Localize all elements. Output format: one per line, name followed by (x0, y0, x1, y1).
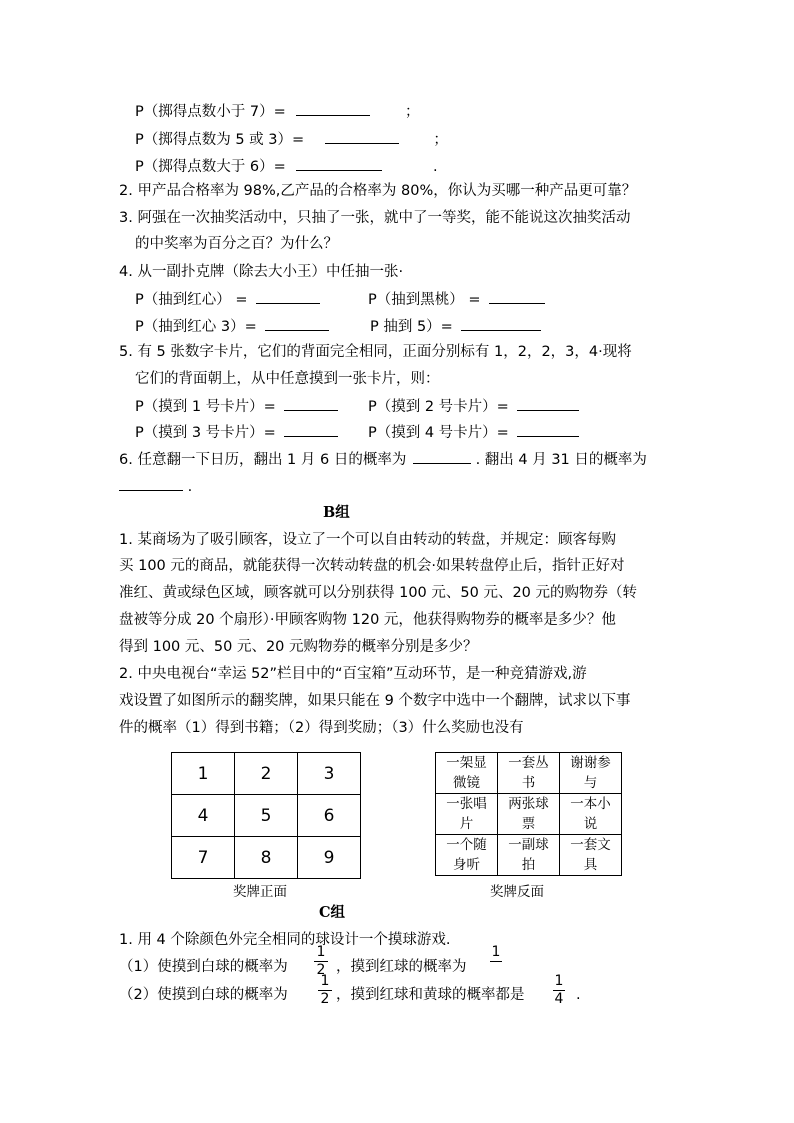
answer-blank[interactable] (489, 289, 545, 304)
a-q6-line2 (119, 476, 192, 497)
answer-blank[interactable] (517, 396, 579, 411)
c-group-heading: C组 (319, 904, 346, 921)
answer-blank[interactable] (284, 422, 338, 437)
answer-blank[interactable] (461, 316, 541, 331)
frac-numerator: 1 (554, 973, 564, 989)
answer-blank[interactable] (119, 476, 183, 491)
a-q1-label-3: P（掷得点数大于 6）= (135, 159, 286, 175)
a-q1-end-3: . (432, 159, 438, 175)
back-cell (560, 753, 622, 794)
back-cell-line: 拍 (521, 857, 536, 873)
c-s2-end: . (576, 987, 581, 1003)
front-cell[interactable]: 9 (298, 837, 361, 879)
frac-denominator: 2 (316, 962, 326, 978)
back-cell-line: 一套文 (570, 837, 611, 853)
c-s2-fraction (318, 973, 332, 1008)
a-q4-p4: P 抽到 5）= (370, 319, 453, 335)
back-row (436, 835, 622, 876)
front-row (172, 837, 361, 879)
a-q5-p2: P（摸到 2 号卡片）= (368, 399, 509, 415)
front-cell[interactable]: 4 (172, 795, 235, 837)
b-q1-line1: 1. 某商场为了吸引顾客，设立了一个可以自由转动的转盘，并规定：顾客每购 (119, 532, 616, 548)
answer-blank[interactable] (325, 129, 399, 144)
a-q5-p3: P（摸到 3 号卡片）= (135, 425, 276, 441)
a-q4-row2b (370, 316, 541, 337)
back-cell-line: 一架显 (446, 755, 487, 771)
a-q6-end: . (187, 479, 193, 495)
a-q1-label-2: P（掷得点数为 5 或 3）= (135, 132, 305, 148)
back-cell-line: 身听 (453, 857, 480, 873)
back-caption: 奖牌反面 (490, 884, 544, 900)
answer-blank[interactable] (256, 289, 320, 304)
back-cell (436, 835, 498, 876)
a-q4-row1b (368, 289, 545, 310)
answer-blank[interactable] (413, 449, 471, 464)
frac-numerator: 1 (316, 944, 326, 960)
b-q1-line3: 准红、黄或绿色区域，顾客就可以分别获得 100 元、50 元、20 元的购物券（转 (119, 585, 638, 601)
back-cell (498, 794, 560, 835)
a-q5-row2b (368, 422, 579, 443)
a-q6-part2: . 翻出 4 月 31 日的概率为 (475, 452, 647, 468)
front-caption: 奖牌正面 (233, 884, 287, 900)
a-q4-row2 (135, 316, 329, 337)
front-row (172, 795, 361, 837)
c-s1-prefix: （1）使摸到白球的概率为 (119, 959, 288, 975)
b-q1-line5: 得到 100 元、50 元、20 元购物券的概率分别是多少？ (119, 639, 478, 655)
front-cell[interactable]: 6 (298, 795, 361, 837)
b-q2-line1: 2. 中央电视台“幸运 52”栏目中的“百宝箱”互动环节，是一种竞猜游戏,游 (119, 666, 587, 682)
frac-bar (490, 961, 502, 962)
a-q1-line1 (135, 101, 419, 122)
back-cell-line: 微镜 (453, 775, 480, 791)
back-cell-line: 一套丛 (508, 755, 549, 771)
a-q3-line1: 3. 阿强在一次抽奖活动中，只抽了一张，就中了一等奖，能不能说这次抽奖活动 (119, 210, 631, 226)
back-cell (498, 835, 560, 876)
a-q2: 2. 甲产品合格率为 98%,乙产品的合格率为 80%，你认为买哪一种产品更可靠？ (119, 183, 637, 199)
back-cell (436, 794, 498, 835)
back-cell-line: 具 (583, 857, 598, 873)
back-cell-line: 一张唱 (446, 796, 487, 812)
a-q5-p4: P（摸到 4 号卡片）= (368, 425, 509, 441)
back-cell-line: 说 (583, 816, 598, 832)
front-cell[interactable]: 3 (298, 753, 361, 795)
back-row (436, 753, 622, 794)
prize-card-front (171, 752, 361, 879)
answer-blank[interactable] (284, 396, 338, 411)
c-s2-fraction2 (553, 973, 565, 1008)
a-q5-row1 (135, 396, 338, 417)
c-s1-fraction2 (490, 944, 502, 962)
front-cell[interactable]: 5 (235, 795, 298, 837)
prize-card-back (435, 752, 622, 876)
a-q1-line2 (135, 129, 448, 150)
back-row (436, 794, 622, 835)
b-q2-line3: 件的概率（1）得到书籍；（2）得到奖励；（3）什么奖励也没有 (119, 720, 524, 736)
frac-denominator: 4 (554, 991, 564, 1007)
a-q1-line3 (135, 156, 438, 177)
back-cell-line: 片 (459, 816, 474, 832)
a-q4-p2: P（抽到黑桃） = (368, 292, 481, 308)
back-cell (560, 835, 622, 876)
back-cell-line: 一个随 (446, 837, 487, 853)
b-q1-line2: 买 100 元的商品，就能获得一次转动转盘的机会·如果转盘停止后，指针正好对 (119, 558, 625, 574)
c-s1-middle: ，摸到红球的概率为 (336, 959, 467, 975)
a-q6-line1 (119, 449, 647, 470)
answer-blank[interactable] (296, 156, 382, 171)
a-q1-label-1: P（掷得点数小于 7）= (135, 104, 286, 120)
c-s2-prefix: （2）使摸到白球的概率为 (119, 987, 288, 1003)
answer-blank[interactable] (296, 101, 370, 116)
answer-blank[interactable] (517, 422, 579, 437)
a-q5-row1b (368, 396, 579, 417)
back-cell (436, 753, 498, 794)
a-q4-row1 (135, 289, 320, 310)
a-q3-line2: 的中奖率为百分之百？为什么？ (135, 236, 338, 252)
a-q4: 4. 从一副扑克牌（除去大小王）中任抽一张· (119, 264, 404, 280)
back-cell (560, 794, 622, 835)
back-cell-line: 一副球 (508, 837, 549, 853)
a-q5-p1: P（摸到 1 号卡片）= (135, 399, 276, 415)
back-cell-line: 与 (583, 775, 598, 791)
front-row (172, 753, 361, 795)
a-q4-p3: P（抽到红心 3）= (135, 319, 257, 335)
answer-blank[interactable] (265, 316, 329, 331)
c-s2-middle: ，摸到红球和黄球的概率都是 (336, 987, 525, 1003)
b-q1-line4: 盘被等分成 20 个扇形）·甲顾客购物 120 元，他获得购物券的概率是多少？他 (119, 612, 616, 628)
frac-denominator: 2 (320, 991, 330, 1007)
back-cell-line: 一本小 (570, 796, 611, 812)
back-cell (498, 753, 560, 794)
front-cell[interactable]: 1 (172, 753, 235, 795)
b-group-heading: B组 (323, 504, 350, 521)
back-cell-line: 票 (521, 816, 536, 832)
a-q5-line1: 5. 有 5 张数字卡片，它们的背面完全相同，正面分别标有 1，2，2，3，4·现将 (119, 344, 632, 360)
a-q1-end-1: ； (404, 104, 420, 120)
a-q1-end-2: ； (433, 132, 448, 148)
back-cell-line: 书 (521, 775, 536, 791)
front-cell[interactable]: 7 (172, 837, 235, 879)
frac-numerator: 1 (320, 973, 330, 989)
back-cell-line: 两张球 (508, 796, 549, 812)
front-cell[interactable]: 8 (235, 837, 298, 879)
a-q4-p1: P（抽到红心） = (135, 292, 248, 308)
back-cell-line: 谢谢参 (570, 755, 611, 771)
b-q2-line2: 戏设置了如图所示的翻奖牌，如果只能在 9 个数字中选中一个翻牌，试求以下事 (119, 693, 631, 709)
a-q5-row2 (135, 422, 338, 443)
a-q6-part1: 6. 任意翻一下日历，翻出 1 月 6 日的概率为 (119, 452, 407, 468)
a-q5-line2: 它们的背面朝上，从中任意摸到一张卡片，则： (135, 371, 440, 387)
frac-numerator: 1 (491, 944, 501, 960)
c-q1: 1. 用 4 个除颜色外完全相同的球设计一个摸球游戏. (119, 932, 451, 948)
front-cell[interactable]: 2 (235, 753, 298, 795)
